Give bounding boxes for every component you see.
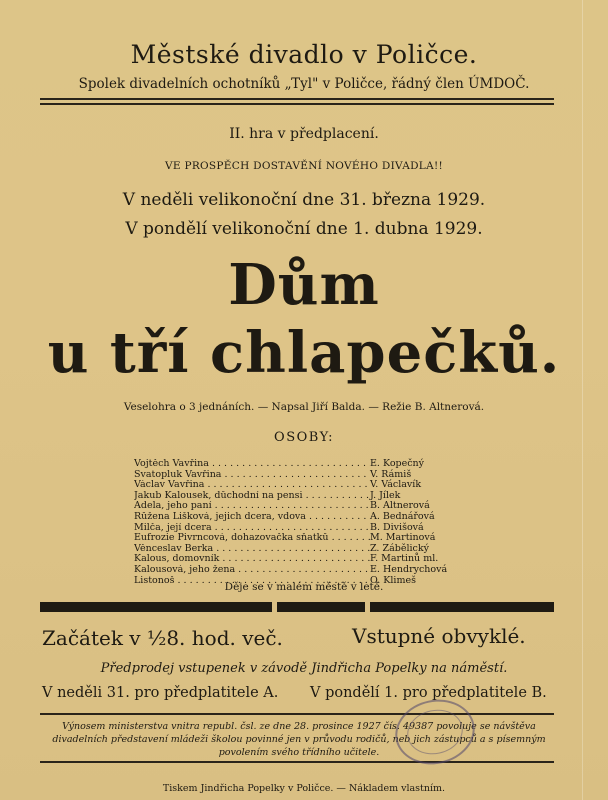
play-credits: Veselohra o 3 jednáních. — Napsal Jiří Balda. — Režie B. Altnerová.	[123, 401, 485, 413]
cast-row	[134, 480, 464, 491]
cast-actor: V. Václavík	[370, 479, 422, 491]
cast-actor: E. Kopečný	[370, 458, 425, 469]
cast-row	[134, 565, 464, 576]
cast-role: Růžena Lišková, jejich dcera, vdova . . .	[134, 512, 370, 523]
header-rule-top	[40, 98, 554, 100]
cast-actor: B. Divišová	[370, 521, 424, 533]
cast-list	[134, 459, 464, 586]
cast-role: Eufrozie Pivrncová, dohazovačka sňatků . . .	[134, 533, 370, 544]
decree-rule-bottom	[40, 761, 554, 763]
cast-role: Václav Vavřina . . .	[134, 480, 370, 491]
divider-bar	[277, 602, 365, 612]
cast-actor: Z. Zábělický	[370, 542, 429, 554]
cast-row	[134, 512, 464, 523]
cast-role: Milča, její dcera . . .	[134, 523, 370, 534]
cast-role: Svatopluk Vavřina . . .	[134, 470, 370, 481]
cast-role: Věnceslav Berka . . .	[134, 544, 370, 555]
cast-actor: F. Martinů ml.	[370, 553, 439, 565]
performance-date-2: V pondělí velikonoční dne 1. dubna 1929.	[125, 219, 483, 239]
cast-row	[134, 459, 464, 470]
benefit-line: VE PROSPĚCH DOSTAVĚNÍ NOVÉHO DIVADLA!!	[164, 160, 444, 172]
divider-bar	[370, 602, 554, 612]
cast-actor: V. Rámiš	[370, 468, 412, 480]
printer-imprint: Tiskem Jindřicha Popelky v Poličce. — Nákladem vlastním.	[162, 783, 446, 794]
cast-actor: J. Jílek	[370, 489, 401, 501]
play-title-line-1: Dům	[228, 252, 380, 318]
setting-line: Děje se v malém městě v letě.	[224, 581, 384, 593]
divider-bar	[40, 602, 272, 612]
cast-role: Kalous, domovník . . .	[134, 554, 370, 565]
decree-notice: Výnosem ministerstva vnitra republ. čsl. ze dne 28. prosince 1927 čís. 49387 povoluje se návštěva divadelních představení mládeži školou povinné jen v průvodu rodičů, neb jich zástupců a s písemným povolením svého třídního učitele.	[52, 721, 546, 758]
official-stamp	[389, 692, 481, 771]
cast-actor: E. Hendrychová	[370, 563, 448, 575]
cast-actor: A. Bednářová	[370, 510, 435, 522]
cast-actor: B. Altnerová	[370, 500, 430, 512]
cast-role: Jakub Kalousek, důchodní na pensi . . .	[134, 491, 370, 502]
entry-price: Vstupné obvyklé.	[352, 624, 526, 648]
cast-actor: O. Klimeš	[370, 574, 416, 586]
cast-role: Listonoš . . .	[134, 576, 370, 587]
presale-line: Předprodej vstupenek v závodě Jindřicha Popelky na náměstí.	[100, 661, 508, 676]
subscribers-b: V pondělí 1. pro předplatitele B.	[310, 685, 547, 701]
theatre-title: Městské divadlo v Poličce.	[130, 40, 478, 69]
decree-rule-top	[40, 713, 554, 715]
cast-actor: M. Martinová	[370, 532, 436, 544]
cast-role: Adela, jeho paní . . .	[134, 501, 370, 512]
cast-heading: OSOBY:	[274, 430, 334, 445]
performance-date-1: V neděli velikonoční dne 31. března 1929.	[122, 190, 486, 210]
society-line: Spolek divadelních ochotníků „Tyl" v Poličce, řádný člen ÚMDOČ.	[78, 76, 530, 92]
header-rule-bottom	[40, 103, 554, 105]
cast-role: Vojtěch Vavřina . . .	[134, 459, 370, 470]
paper-fold	[582, 0, 583, 800]
play-title-line-2: u tří chlapečků.	[47, 320, 561, 386]
cast-role: Kalousová, jeho žena . . .	[134, 565, 370, 576]
start-time: Začátek v ½8. hod. več.	[42, 626, 283, 650]
subscription-line: II. hra v předplacení.	[229, 126, 379, 142]
subscribers-a: V neděli 31. pro předplatitele A.	[42, 685, 279, 701]
